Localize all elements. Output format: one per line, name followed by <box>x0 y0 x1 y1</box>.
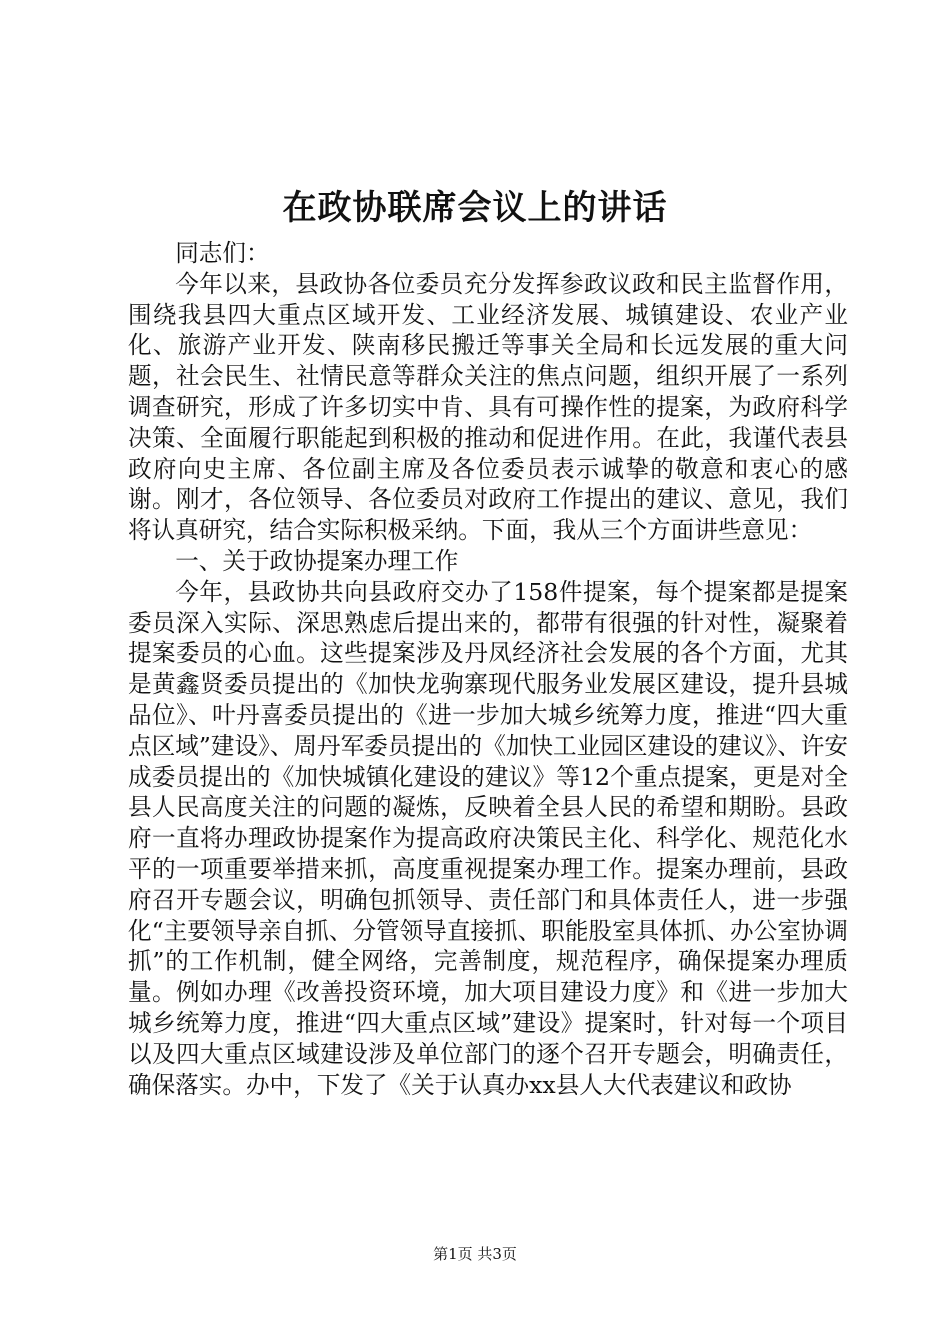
page-footer: 第1页 共3页 <box>433 1245 517 1263</box>
salutation-paragraph: 同志们： <box>175 239 270 267</box>
section-paragraph: 今年，县政协共向县政府交办了158件提案，每个提案都是提案委员深入实际、深思熟虑后提出来的，都带有很强的针对性，凝聚着提案委员的心血。这些提案涉及丹凤经济社会发展的各个方面，尤其是黄鑫贤委员提出的《加快龙驹寨现代服务业发展区建设，提升县城品位》、叶丹喜委员提出的《进一步加大城乡统筹力度，推进“四大重点区域”建设》、周丹军委员提出的《加快工业园区建设的建议》、许安成委员提出的《加快城镇化建设的建议》等12个重点提案，更是对全县人民高度关注的问题的凝炼，反映着全县人民的希望和期盼。县政府一直将办理政协提案作为提高政府决策民主化、科学化、规范化水平的一项重要举措来抓，高度重视提案办理工作。提案办理前，县政府召开专题会议，明确包抓领导、责任部门和具体责任人，进一步强化“主要领导亲自抓、分管领导直接抓、职能股室具体抓、办公室协调抓”的工作机制，健全网络，完善制度，规范程序，确保提案办理质量。例如办理《改善投资环境，加大项目建设力度》和《进一步加大城乡统筹力度，推进“四大重点区域”建设》提案时，针对每一个项目以及四大重点区域建设涉及单位部门的逐个召开专题会，明确责任，确保落实。办中，下发了《关于认真办xx县人大代表建议和政协 <box>128 577 848 1099</box>
document-title: 在政协联席会议上的讲话 <box>282 188 668 228</box>
intro-paragraph: 今年以来，县政协各位委员充分发挥参政议政和民主监督作用，围绕我县四大重点区域开发、工业经济发展、城镇建设、农业产业化、旅游产业开发、陕南移民搬迁等事关全局和长远发展的重大问题，社会民生、社情民意等群众关注的焦点问题，组织开展了一系列调查研究，形成了许多切实中肯、具有可操作性的提案，为政府科学决策、全面履行职能起到积极的推动和促进作用。在此，我谨代表县政府向史主席、各位副主席及各位委员表示诚挚的敬意和衷心的感谢。刚才，各位领导、各位委员对政府工作提出的建议、意见，我们将认真研究，结合实际积极采纳。下面，我从三个方面讲些意见： <box>128 269 848 545</box>
document-body <box>128 238 848 1100</box>
section-heading: 一、关于政协提案办理工作 <box>175 546 459 575</box>
